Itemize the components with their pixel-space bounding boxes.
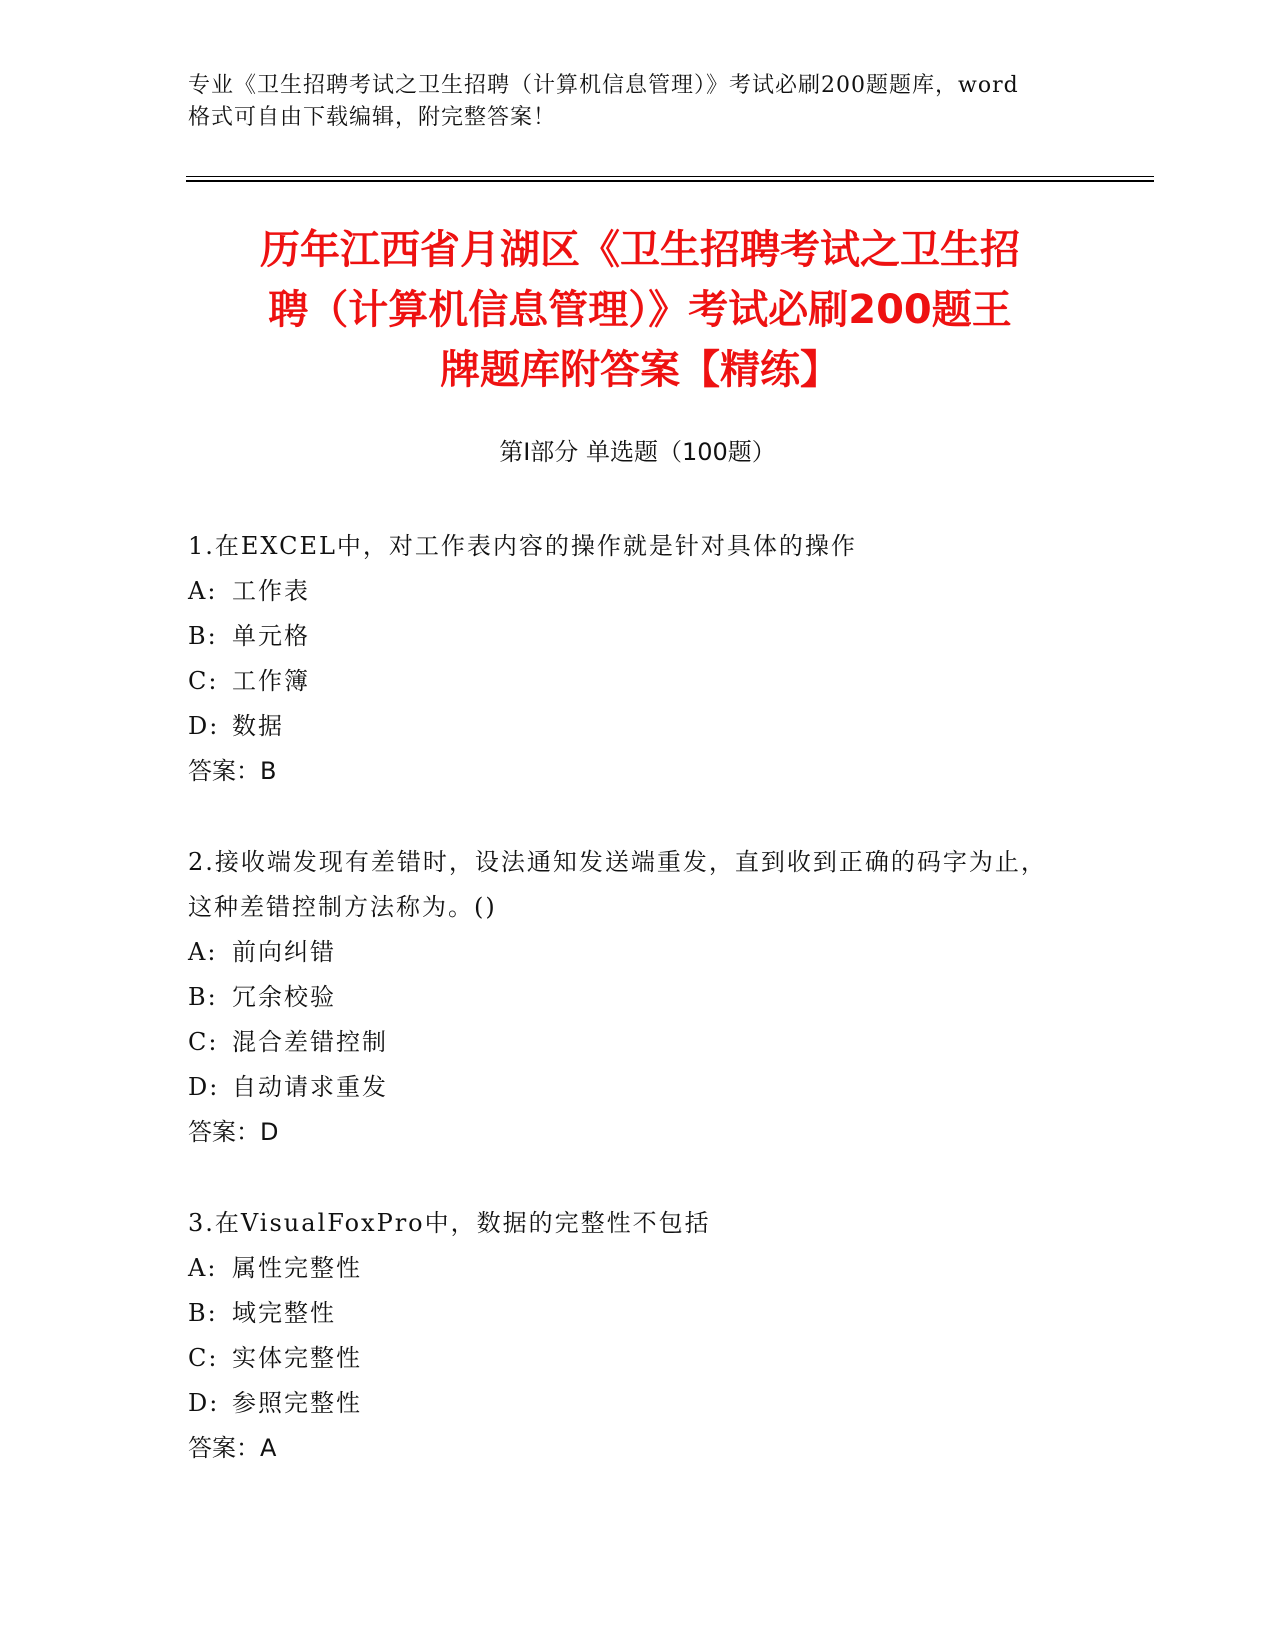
option-text: 实体完整性 [232, 1344, 362, 1372]
option-key: A: [188, 577, 218, 605]
question-2 [188, 840, 1068, 1155]
header-divider-thin [186, 176, 1154, 177]
option-d [188, 1065, 1068, 1110]
option-text: 自动请求重发 [232, 1073, 388, 1101]
option-b [188, 975, 1068, 1020]
option-key: B: [188, 622, 218, 650]
option-d [188, 704, 1068, 749]
option-c [188, 659, 1068, 704]
option-key: A: [188, 938, 218, 966]
header-line-2: 格式可自由下载编辑，附完整答案！ [188, 105, 557, 130]
option-text: 混合差错控制 [232, 1028, 388, 1056]
title-line-3: 牌题库附答案【精练】 [440, 347, 840, 393]
option-text: 属性完整性 [232, 1254, 362, 1282]
option-key: C: [188, 1344, 219, 1372]
question-list [188, 524, 1068, 1517]
option-b [188, 1291, 1068, 1336]
title-line-1: 历年江西省月湖区《卫生招聘考试之卫生招 [260, 227, 1020, 273]
option-key: A: [188, 1254, 218, 1282]
option-text: 参照完整性 [232, 1389, 362, 1417]
option-b [188, 614, 1068, 659]
question-1 [188, 524, 1068, 794]
option-a [188, 930, 1068, 975]
document-title [200, 220, 1080, 400]
title-line-2: 聘（计算机信息管理）》考试必刷200题王 [268, 287, 1012, 333]
option-key: C: [188, 1028, 219, 1056]
question-3 [188, 1201, 1068, 1471]
option-text: 域完整性 [232, 1299, 336, 1327]
option-a [188, 569, 1068, 614]
option-key: D: [188, 1073, 220, 1101]
option-text: 前向纠错 [232, 938, 336, 966]
answer-line: 答案：D [188, 1118, 279, 1146]
option-text: 单元格 [232, 622, 310, 650]
option-text: 数据 [232, 712, 284, 740]
section-heading: 第Ⅰ部分 单选题（100题） [499, 438, 776, 466]
question-stem: 3.在VisualFoxPro中，数据的完整性不包括 [188, 1209, 711, 1237]
question-stem: 2.接收端发现有差错时，设法通知发送端重发，直到收到正确的码字为止，这种差错控制方法称为。() [188, 848, 1047, 921]
header-divider-thick [186, 180, 1154, 182]
option-key: D: [188, 712, 220, 740]
option-d [188, 1381, 1068, 1426]
option-key: B: [188, 983, 218, 1011]
document-header-note [188, 70, 1088, 134]
option-text: 工作簿 [232, 667, 310, 695]
answer-line: 答案：A [188, 1434, 277, 1462]
option-c [188, 1020, 1068, 1065]
option-text: 冗余校验 [232, 983, 336, 1011]
option-key: D: [188, 1389, 220, 1417]
header-line-1: 专业《卫生招聘考试之卫生招聘（计算机信息管理）》考试必刷200题题库，word [188, 73, 1019, 98]
option-c [188, 1336, 1068, 1381]
question-stem: 1.在EXCEL中，对工作表内容的操作就是针对具体的操作 [188, 532, 857, 560]
option-a [188, 1246, 1068, 1291]
option-text: 工作表 [232, 577, 310, 605]
option-key: B: [188, 1299, 218, 1327]
option-key: C: [188, 667, 219, 695]
answer-line: 答案：B [188, 757, 277, 785]
